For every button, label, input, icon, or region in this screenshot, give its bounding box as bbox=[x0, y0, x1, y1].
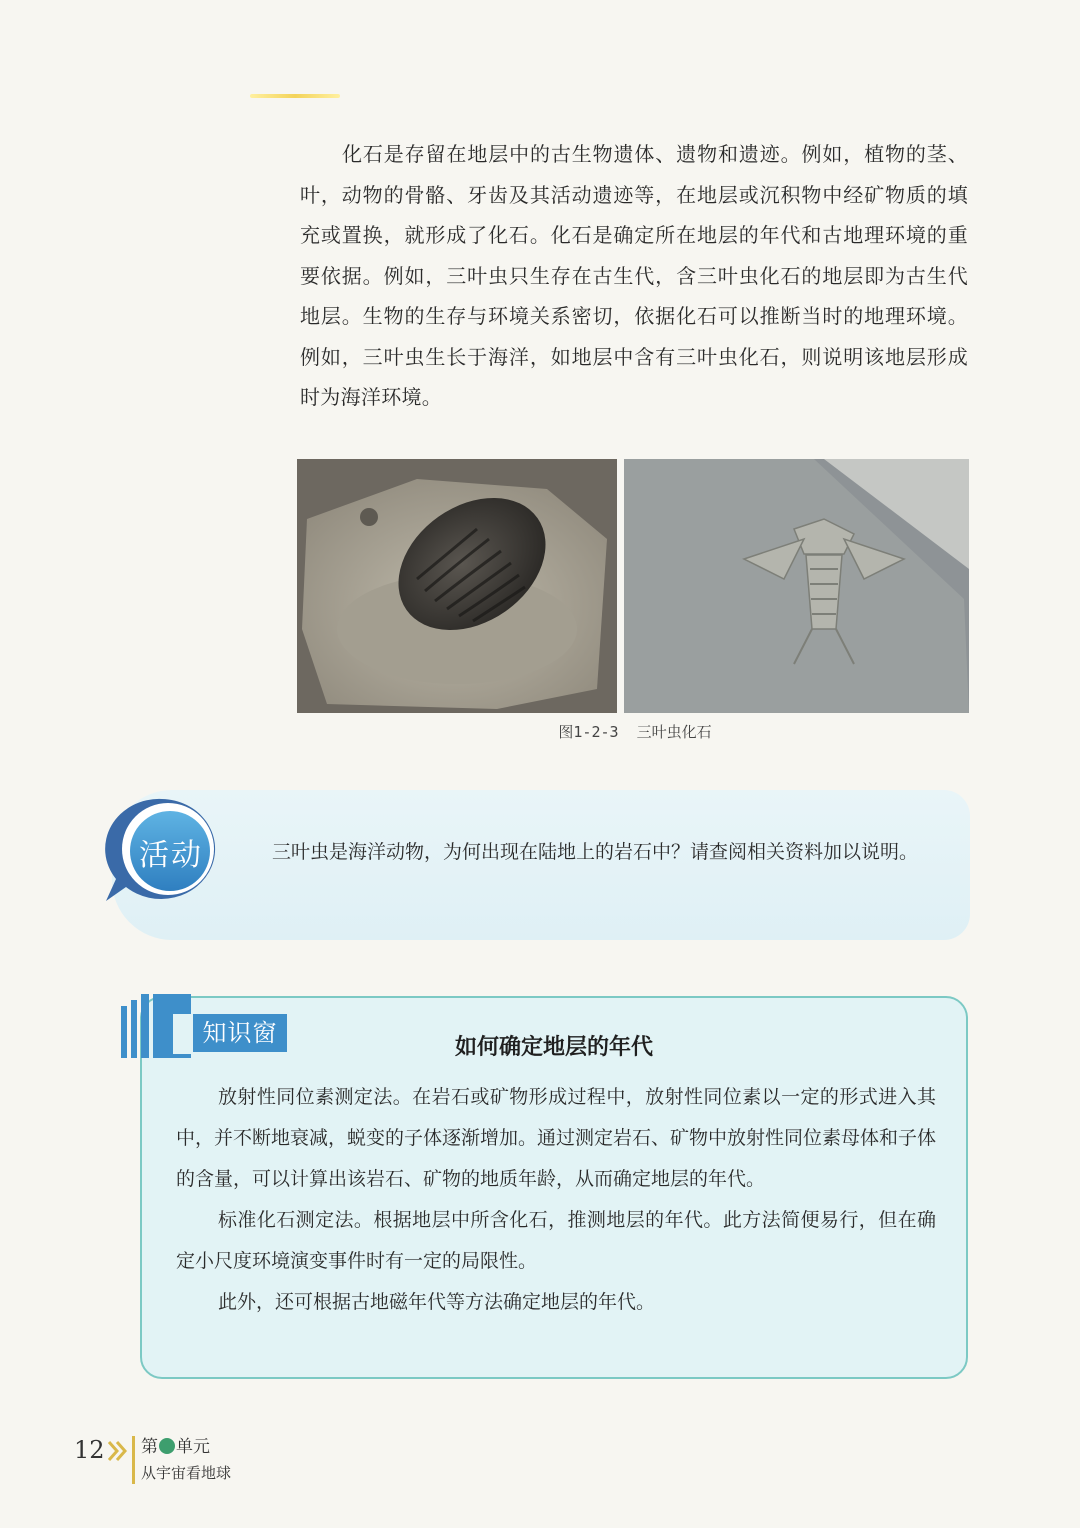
trilobite-photos bbox=[297, 459, 969, 713]
knowledge-paragraph-index-fossil: 标准化石测定法。根据地层中所含化石，推测地层的年代。此方法简便易行，但在确定小尺度环境演变事件时有一定的局限性。 bbox=[176, 1209, 936, 1272]
unit-title: 从宇宙看地球 bbox=[141, 1464, 232, 1482]
unit-number-dot bbox=[159, 1438, 175, 1454]
double-chevron-icon bbox=[107, 1438, 129, 1464]
main-paragraph: 化石是存留在地层中的古生物遗体、遗物和遗迹。例如，植物的茎、叶，动物的骨骼、牙齿及其活动遗迹等，在地层或沉积物中经矿物质的填充或置换，就形成了化石。化石是确定所在地层的年代和古地理环境的重要依据。例如，三叶虫只生存在古生代，含三叶虫化石的地层即为古生代地层。生物的生存与环境关系密切，依据化石可以推断当时的地理环境。例如，三叶虫生长于海洋，如地层中含有三叶虫化石，则说明该地层形成时为海洋环境。 bbox=[300, 142, 968, 409]
unit-prefix: 第 bbox=[141, 1437, 158, 1457]
figure-caption bbox=[0, 721, 1080, 742]
figure-number: 图1-2-3 bbox=[558, 723, 619, 741]
unit-suffix: 单元 bbox=[176, 1437, 210, 1457]
knowledge-window-title: 如何确定地层的年代 bbox=[454, 1035, 653, 1060]
activity-question: 三叶虫是海洋动物，为何出现在陆地上的岩石中？请查阅相关资料加以说明。 bbox=[272, 841, 919, 863]
knowledge-paragraph-paleomagnetic: 此外，还可根据古地磁年代等方法确定地层的年代。 bbox=[218, 1291, 656, 1313]
activity-badge-label: 活动 bbox=[139, 838, 203, 873]
unit-heading bbox=[141, 1436, 210, 1458]
knowledge-window-label: 知识窗 bbox=[193, 1014, 287, 1052]
knowledge-paragraph-radioisotope: 放射性同位素测定法。在岩石或矿物形成过程中，放射性同位素以一定的形式进入其中，并不断地衰减，蜕变的子体逐渐增加。通过测定岩石、矿物中放射性同位素母体和子体的含量，可以计算出该岩石、矿物的地质年龄，从而确定地层的年代。 bbox=[176, 1086, 937, 1190]
page-number: 12 bbox=[74, 1436, 105, 1464]
knowledge-window-body bbox=[176, 1077, 936, 1323]
top-accent-line bbox=[250, 94, 340, 98]
trilobite-photo-3d bbox=[297, 459, 617, 713]
figure-caption-text: 三叶虫化石 bbox=[636, 723, 712, 741]
trilobite-photo-flat bbox=[624, 459, 969, 713]
footer-divider bbox=[132, 1436, 135, 1484]
